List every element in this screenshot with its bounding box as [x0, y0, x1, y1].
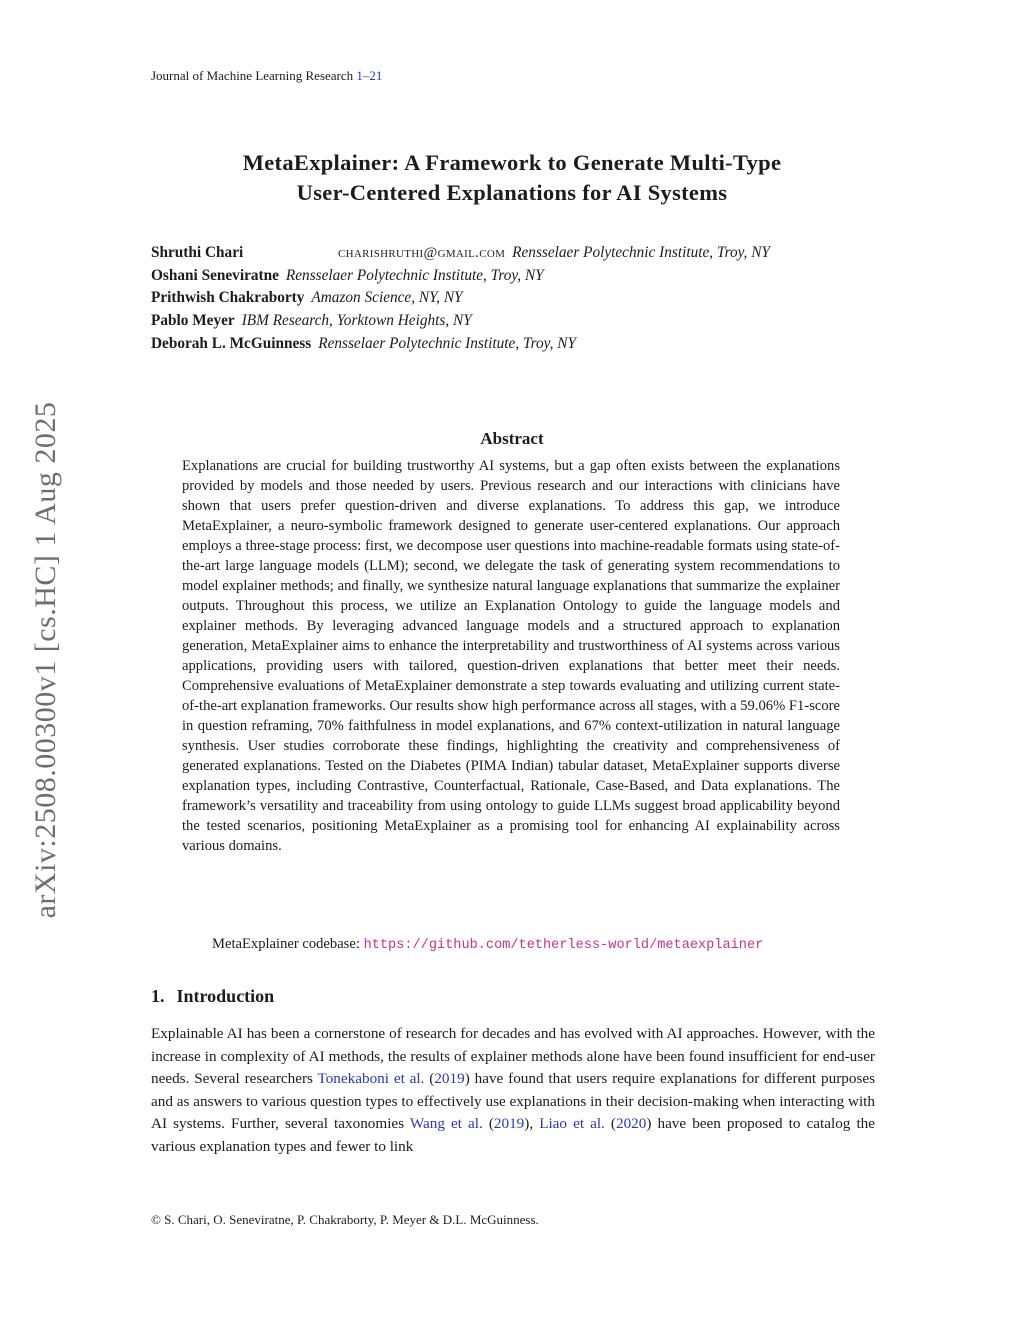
journal-pages-link[interactable]: 1–21	[356, 68, 383, 83]
intro-text: Explainable AI has been a cornerstone of research for decades and has evolved with AI approaches. However, with the increase in complexity of AI methods, the results of explainer methods alone have been found insufficient for end-user needs. Several researchers	[151, 1025, 875, 1088]
intro-text: (	[424, 1070, 435, 1088]
author-affiliation: Rensselaer Polytechnic Institute, Troy, NY	[318, 334, 576, 352]
author-row	[151, 333, 875, 356]
author-affiliation: IBM Research, Yorktown Heights, NY	[241, 312, 472, 330]
author-block	[151, 242, 875, 356]
copyright-footer: © S. Chari, O. Seneviratne, P. Chakraborty, P. Meyer & D.L. McGuinness.	[151, 1212, 539, 1227]
author-row	[151, 242, 875, 265]
intro-text: (	[604, 1115, 616, 1133]
abstract-text: Explanations are crucial for building trustworthy AI systems, but a gap often exists between the explanations provided by models and those needed by users. Previous research and our interactions with clinicians have shown that users prefer question-driven and diverse explanations. To address this gap, we introduce MetaExplainer, a neuro-symbolic framework designed to generate user-centered explanations. Our approach employs a three-stage process: first, we decompose user questions into machine-readable formats using state-of-the-art large language models (LLM); second, we delegate the task of generating system recommendations to model explainer methods; and finally, we synthesize natural language explanations that summarize the explainer outputs. Throughout this process, we utilize an Explanation Ontology to guide the language models and explainer methods. By leveraging advanced language models and a structured approach to explanation generation, MetaExplainer aims to enhance the interpretability and trustworthiness of AI systems across various applications, providing users with tailored, question-driven explanations that better meet their needs. Comprehensive evaluations of MetaExplainer demonstrate a step towards evaluating and utilizing current state-of-the-art explanation frameworks. Our results show high performance across all stages, with a 59.06% F1-score in question reframing, 70% faithfulness in model explanations, and 67% context-utilization in natural language synthesis. User studies corroborate these findings, highlighting the creativity and comprehensiveness of generated explanations. Tested on the Diabetes (PIMA Indian) tabular dataset, MetaExplainer supports diverse explanation types, including Contrastive, Counterfactual, Rationale, Case-Based, and Data explanations. The framework’s versatility and traceability from using ontology to guide LLMs suggest broad applicability beyond the tested scenarios, positioning MetaExplainer as a promising tool for enhancing AI explainability across various domains.	[182, 458, 840, 854]
intro-text: ) have been proposed to catalog the various explanation types and fewer to link	[151, 1115, 876, 1155]
author-name: Pablo Meyer	[151, 312, 235, 330]
journal-header	[151, 68, 382, 84]
codebase-line	[182, 936, 840, 953]
paper-title-line2: User-Centered Explanations for AI Systems	[296, 180, 728, 205]
citation-liao-year-link[interactable]: 2020	[615, 1115, 647, 1133]
author-affiliation: Amazon Science, NY, NY	[311, 289, 463, 307]
citation-tonekaboni-year-link[interactable]: 2019	[434, 1070, 465, 1088]
citation-liao-link[interactable]: Liao et al.	[539, 1115, 605, 1133]
section-title: Introduction	[176, 986, 275, 1006]
author-row	[151, 310, 875, 333]
journal-name: Journal of Machine Learning Research	[151, 68, 357, 83]
paper-title-line1: MetaExplainer: A Framework to Generate Multi-Type	[242, 150, 782, 175]
abstract-heading: Abstract	[480, 429, 544, 448]
intro-text: (	[482, 1115, 494, 1133]
intro-text: ),	[524, 1115, 540, 1133]
author-email-link[interactable]: charishruthi@gmail.com	[338, 245, 506, 261]
paper-title	[0, 148, 1024, 208]
author-row	[151, 287, 875, 310]
author-name: Prithwish Chakraborty	[151, 289, 305, 307]
codebase-url-link[interactable]: https://github.com/tetherless-world/metaexplainer	[363, 938, 764, 953]
citation-wang-link[interactable]: Wang et al.	[409, 1115, 483, 1133]
author-name: Shruthi Chari	[151, 244, 244, 261]
section-heading-introduction	[151, 986, 274, 1007]
intro-text: ) have found that users require explanations for different purposes and as answers to various question types to effectively use explanations in their decision-making when interacting with AI systems. Further, several taxonomies	[151, 1070, 876, 1133]
introduction-paragraph	[151, 1023, 875, 1159]
citation-tonekaboni-link[interactable]: Tonekaboni et al.	[317, 1070, 425, 1088]
author-row	[151, 265, 875, 288]
codebase-label: MetaExplainer codebase:	[212, 936, 360, 952]
arxiv-watermark: arXiv:2508.00300v1 [cs.HC] 1 Aug 2025	[29, 401, 62, 919]
citation-wang-year-link[interactable]: 2019	[493, 1115, 525, 1133]
author-affiliation: Rensselaer Polytechnic Institute, Troy, NY	[512, 244, 770, 261]
author-name: Oshani Seneviratne	[151, 266, 279, 284]
author-affiliation: Rensselaer Polytechnic Institute, Troy, NY	[285, 266, 544, 284]
section-number: 1.	[151, 986, 165, 1006]
author-name: Deborah L. McGuinness	[151, 334, 312, 352]
